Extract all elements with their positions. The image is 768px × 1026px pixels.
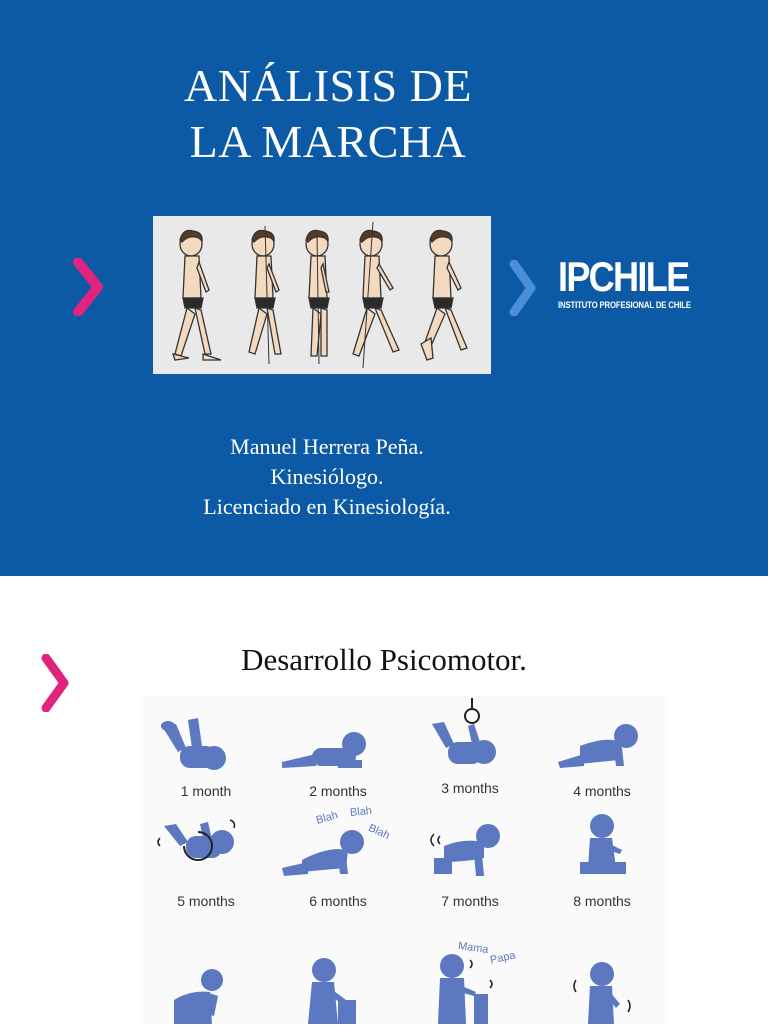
milestone-8-months (536, 806, 668, 916)
speech-text: Blah (314, 809, 340, 827)
milestone-pulling-up (140, 916, 272, 1026)
logo-subtitle: INSTITUTO PROFESIONAL DE CHILE (558, 300, 691, 311)
milestone-3-months (404, 696, 536, 806)
baby-pushing-up-icon (536, 696, 668, 776)
milestone-4-months (536, 696, 668, 806)
milestone-label: 6 months (309, 893, 367, 909)
baby-sitting-icon (536, 806, 668, 886)
milestone-label: 5 months (177, 893, 235, 909)
baby-rolling-icon (140, 806, 272, 886)
milestone-label: 8 months (573, 893, 631, 909)
milestone-6-months (272, 806, 404, 916)
title-line-1: ANÁLISIS DE (184, 60, 472, 111)
speech-text: Blah (366, 822, 392, 842)
baby-prone-icon (272, 696, 404, 776)
pink-chevron-icon (40, 654, 72, 712)
milestone-label: 3 months (441, 780, 499, 796)
milestone-standing-box (272, 916, 404, 1026)
speech-text: Mama (457, 939, 490, 957)
gait-sequence-illustration (153, 216, 491, 374)
author-block (150, 432, 504, 522)
milestone-walking (536, 916, 668, 1026)
content-slide (0, 576, 768, 1024)
baby-walking-icon (536, 916, 668, 1024)
logo-text: IPCHILE (558, 253, 689, 300)
baby-crawling-icon (404, 806, 536, 886)
milestone-label: 7 months (441, 893, 499, 909)
milestone-label: 1 month (180, 783, 232, 799)
baby-talking-icon (404, 916, 536, 1024)
baby-lying-icon (140, 696, 272, 776)
baby-standing-box-icon (272, 916, 404, 1024)
author-title: Kinesiólogo. (270, 464, 384, 489)
title-line-2: LA MARCHA (189, 116, 467, 167)
speech-text: Blah (349, 804, 373, 820)
author-degree: Licenciado en Kinesiología. (203, 494, 451, 519)
milestone-7-months (404, 806, 536, 916)
milestone-talking (404, 916, 536, 1026)
ipchile-logo (558, 253, 698, 312)
pink-chevron-icon (72, 258, 106, 316)
milestone-2-months (272, 696, 404, 806)
baby-pulling-up-icon (140, 916, 272, 1024)
baby-reaching-toy-icon (404, 696, 536, 776)
speech-text: Papa (489, 949, 517, 967)
slide-title: Desarrollo Psicomotor. (241, 642, 527, 677)
slide-title (110, 58, 546, 170)
milestone-label: 2 months (309, 783, 367, 799)
milestone-label: 4 months (573, 783, 631, 799)
milestone-5-months (140, 806, 272, 916)
blue-chevron-icon (508, 260, 538, 316)
author-name: Manuel Herrera Peña. (230, 434, 424, 459)
milestone-1-month (140, 696, 272, 806)
milestones-grid (140, 696, 668, 1024)
